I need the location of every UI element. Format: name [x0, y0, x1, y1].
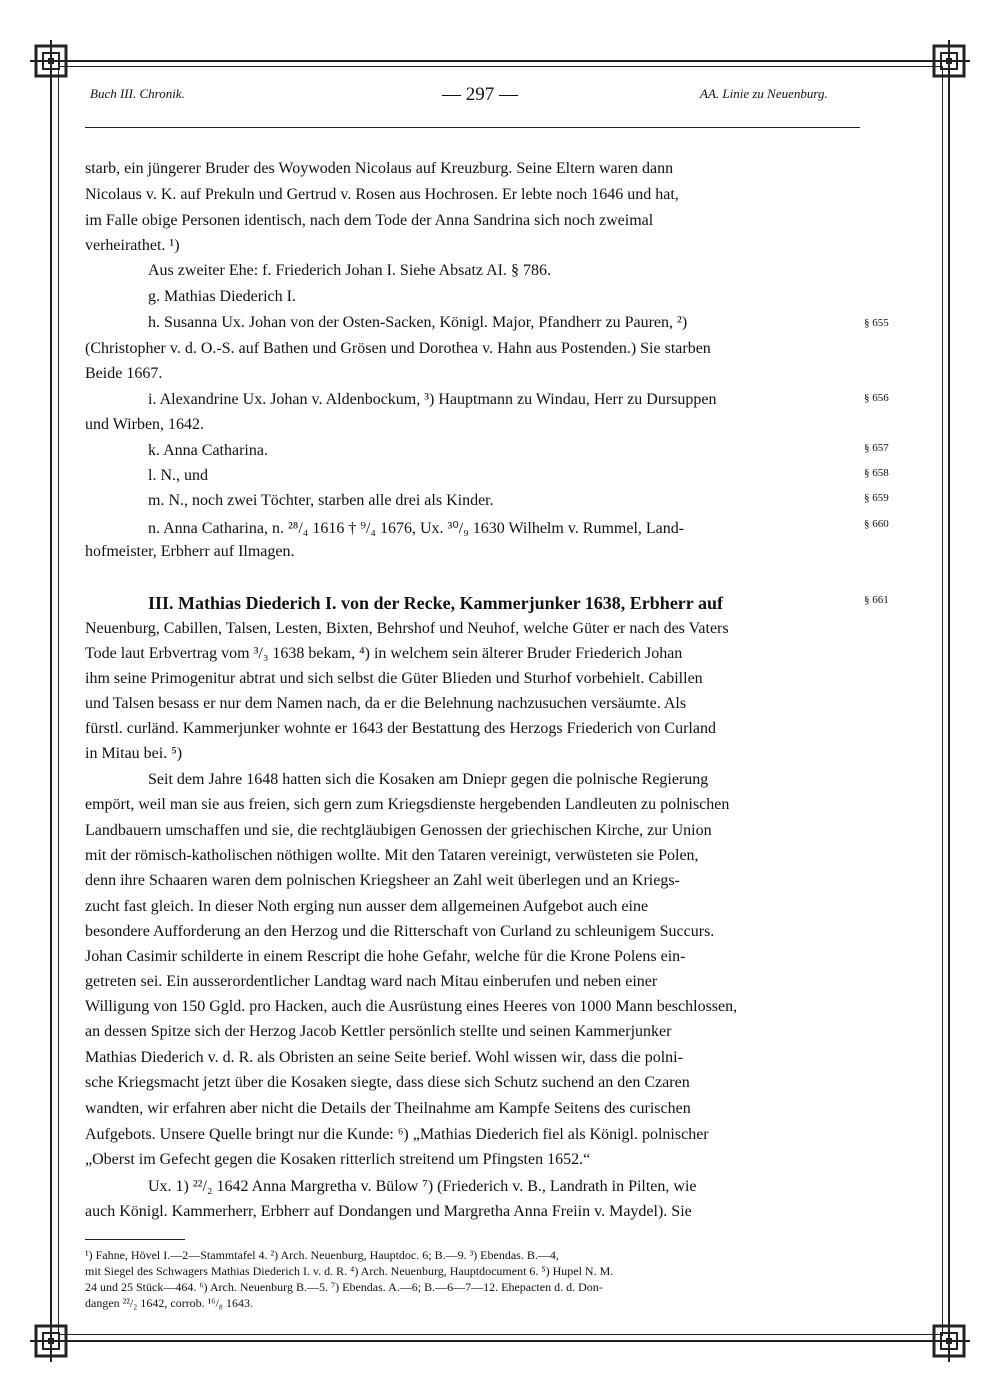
text-line: Mathias Diederich v. d. R. als Obristen an seine Seite berief. Wohl wissen wir, dass die polni-	[85, 1049, 683, 1066]
text-line: Landbauern umschaffen und sie, die rechtgläubigen Genossen der griechischen Kirche, zur Union	[85, 822, 712, 839]
text-line: empört, weil man sie aus freien, sich gern zum Kriegsdienste hergebenden Landleuten zu polnischen	[85, 796, 730, 813]
frame-right-inner	[942, 66, 943, 1336]
text-line: m. N., noch zwei Töchter, starben alle drei als Kinder.	[148, 492, 494, 509]
text-line: Beide 1667.	[85, 365, 163, 382]
text-line: auch Königl. Kammerherr, Erbherr auf Dondangen und Margretha Anna Freiin v. Maydel). Sie	[85, 1203, 692, 1220]
footnote-line: dangen ²²/₂ 1642, corrob. ¹⁶/₈ 1643.	[85, 1296, 253, 1310]
text-line: Nicolaus v. K. auf Prekuln und Gertrud v. Rosen aus Hochrosen. Er lebte noch 1646 und hat,	[85, 186, 679, 203]
text-line: Ux. 1) ²²/₂ 1642 Anna Margretha v. Bülow ⁷) (Friederich v. B., Landrath in Pilten, wie	[148, 1178, 697, 1195]
text-line: Aufgebots. Unsere Quelle bringt nur die Kunde: ⁶) „Mathias Diederich fiel als Königl. polnischer	[85, 1126, 709, 1143]
text-line: verheirathet. ¹)	[85, 237, 180, 254]
header-right: AA. Linie zu Neuenburg.	[700, 86, 828, 101]
text-line: fürstl. curländ. Kammerjunker wohnte er 1643 der Bestattung des Herzogs Friederich von Curland	[85, 720, 716, 737]
text-line: Johan Casimir schilderte in einem Rescript die hohe Gefahr, welche für die Krone Polens ein-	[85, 948, 686, 965]
frame-left	[50, 60, 52, 1342]
header-rule	[85, 127, 860, 128]
text-line: und Talsen besass er nur dem Namen nach, da er die Belehnung nachzusuchen versäumte. Als	[85, 695, 687, 712]
frame-bottom-inner	[58, 1334, 942, 1335]
corner-ornament-bottom-left	[28, 1318, 74, 1364]
text-line: „Oberst im Gefecht gegen die Kosaken ritterlich streitend um Pfingsten 1652.“	[85, 1151, 591, 1168]
corner-ornament-bottom-right	[926, 1318, 972, 1364]
text-line: Willigung von 150 Ggld. pro Hacken, auch die Ausrüstung eines Heeres von 1000 Mann beschlossen,	[85, 998, 738, 1015]
text-line: getreten sei. Ein ausserordentlicher Landtag ward nach Mitau einberufen und neben einer	[85, 973, 658, 990]
page-number: — 297 —	[442, 84, 518, 105]
text-line: in Mitau bei. ⁵)	[85, 745, 183, 762]
text-line: Aus zweiter Ehe: f. Friederich Johan I. Siehe Absatz AI. § 786.	[148, 262, 552, 279]
text-line: mit der römisch-katholischen nöthigen wollte. Mit den Tataren vereinigt, verwüsteten sie Polen,	[85, 847, 699, 864]
footnote-line: ¹) Fahne, Hövel I.—2—Stammtafel 4. ²) Arch. Neuenburg, Hauptdoc. 6; B.—9. ³) Ebendas. B.—4,	[85, 1248, 559, 1262]
section-ref: § 657	[864, 442, 889, 454]
section-ref: § 659	[864, 492, 889, 504]
text-line: Neuenburg, Cabillen, Talsen, Lesten, Bixten, Behrshof und Neuhof, welche Güter er nach des Vaters	[85, 620, 729, 637]
section-ref: § 656	[864, 392, 889, 404]
section-ref: § 655	[864, 317, 889, 329]
section-ref: § 660	[864, 518, 889, 530]
frame-right	[948, 60, 950, 1342]
text-line: h. Susanna Ux. Johan von der Osten-Sacken, Königl. Major, Pfandherr zu Pauren, ²)	[148, 314, 688, 331]
text-line: i. Alexandrine Ux. Johan v. Aldenbockum, ³) Hauptmann zu Windau, Herr zu Dursuppen	[148, 391, 717, 408]
text-line: (Christopher v. d. O.-S. auf Bathen und Grösen und Dorothea v. Hahn aus Postenden.) Sie starben	[85, 340, 711, 357]
text-line: denn ihre Schaaren waren dem polnischen Kriegsheer an Zahl weit überlegen und an Kriegs-	[85, 872, 680, 889]
text-line: Seit dem Jahre 1648 hatten sich die Kosaken am Dniepr gegen die polnische Regierung	[148, 771, 709, 788]
corner-ornament-top-right	[926, 38, 972, 84]
footnote-line: 24 und 25 Stück—464. ⁶) Arch. Neuenburg B.—5. ⁷) Ebendas. A.—6; B.—6—7—12. Ehepacten d. d. Don-	[85, 1280, 603, 1294]
frame-left-inner	[58, 66, 59, 1336]
footnote-rule	[85, 1239, 185, 1240]
text-line: l. N., und	[148, 467, 208, 484]
text-line: sche Kriegsmacht jetzt über die Kosaken siegte, dass diese sich Schutz suchend an den Czaren	[85, 1074, 690, 1091]
frame-bottom	[50, 1340, 950, 1342]
text-line: starb, ein jüngerer Bruder des Woywoden Nicolaus auf Kreuzburg. Seine Eltern waren dann	[85, 160, 674, 177]
section-ref: § 658	[864, 467, 889, 479]
header-left: Buch III. Chronik.	[90, 86, 185, 101]
text-line: Tode laut Erbvertrag vom ³/₃ 1638 bekam, ⁴) in welchem sein älterer Bruder Friederich Johan	[85, 645, 683, 662]
corner-ornament-top-left	[28, 38, 74, 84]
text-line: g. Mathias Diederich I.	[148, 288, 296, 305]
section-ref: § 661	[864, 594, 889, 606]
footnote-line: mit Siegel des Schwagers Mathias Diederich I. v. d. R. ⁴) Arch. Neuenburg, Hauptdocument 6. ⁵) Hupel N. M.	[85, 1264, 614, 1278]
frame-top	[50, 60, 950, 62]
text-line: hofmeister, Erbherr auf Ilmagen.	[85, 543, 295, 560]
text-line: an dessen Spitze sich der Herzog Jacob Kettler persönlich stellte und seinen Kammerjunker	[85, 1023, 672, 1040]
text-line: k. Anna Catharina.	[148, 442, 268, 459]
text-line: besondere Aufforderung an den Herzog und die Ritterschaft von Curland zu schleunigem Succurs.	[85, 923, 715, 940]
text-line: n. Anna Catharina, n. ²⁸/₄ 1616 † ⁹/₄ 1676, Ux. ³⁰/₉ 1630 Wilhelm v. Rummel, Land-	[148, 520, 685, 537]
text-line: wandten, wir erfahren aber nicht die Details der Theilnahme am Kampfe Seitens des curischen	[85, 1100, 691, 1117]
text-line: ihm seine Primogenitur abtrat und sich selbst die Güter Blieden und Sturhof vorbehielt. Cabillen	[85, 670, 703, 687]
text-line: zucht fast gleich. In dieser Noth erging nun ausser dem allgemeinen Aufgebot auch eine	[85, 898, 649, 915]
text-line: und Wirben, 1642.	[85, 416, 205, 433]
frame-top-inner	[58, 66, 942, 67]
section-heading: III. Mathias Diederich I. von der Recke, Kammerjunker 1638, Erbherr auf	[148, 593, 723, 613]
text-line: im Falle obige Personen identisch, nach dem Tode der Anna Sandrina sich noch zweimal	[85, 212, 654, 229]
